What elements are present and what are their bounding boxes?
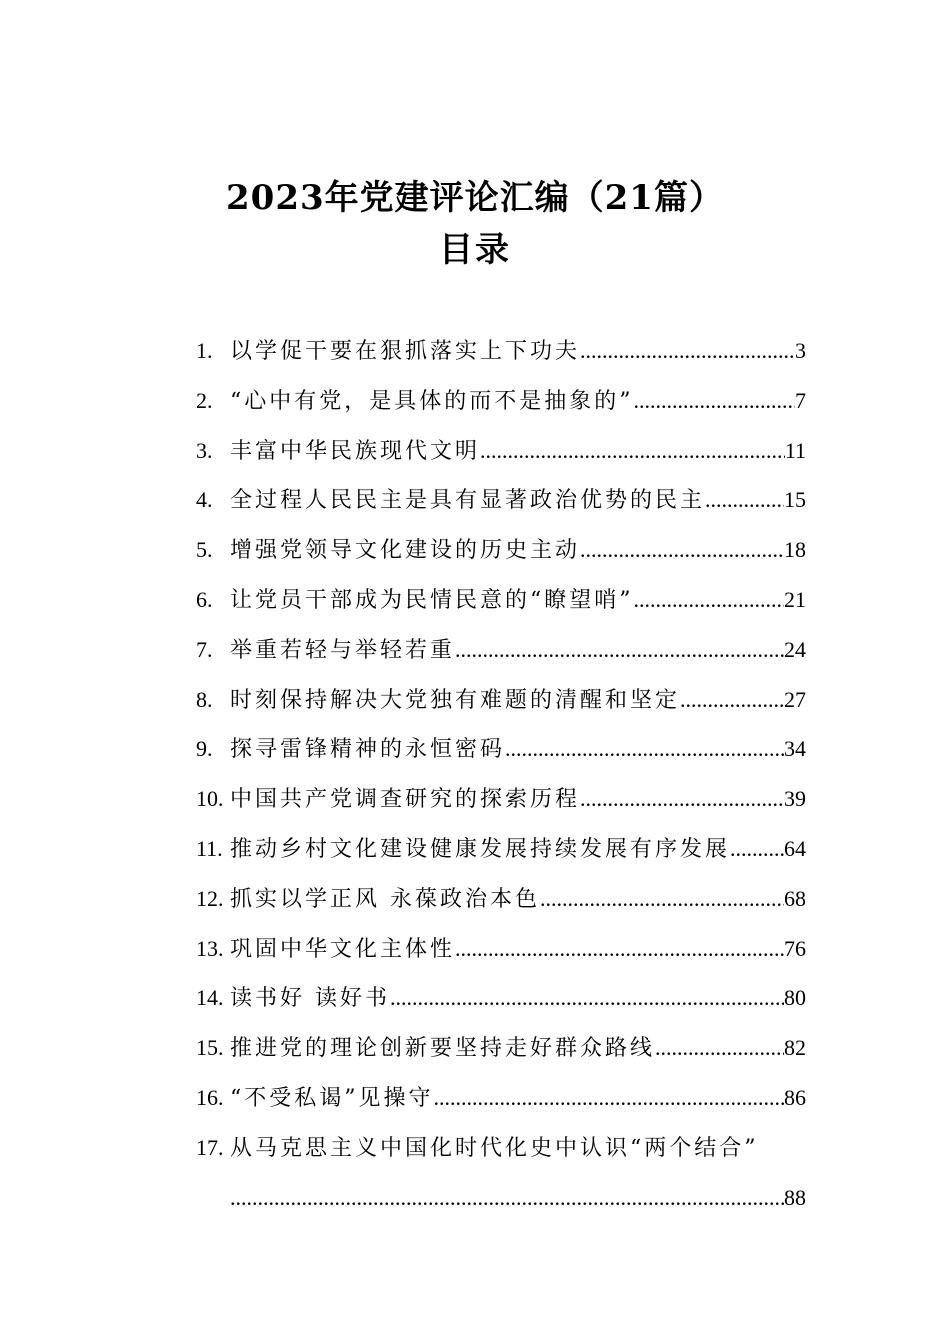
toc-entry-9[interactable] — [196, 724, 806, 774]
toc-entry-number: 16. — [196, 1084, 224, 1110]
toc-entry-6[interactable] — [196, 575, 806, 625]
toc-entry-title: 增强党领导文化建设的历史主动 — [230, 538, 581, 564]
toc-entry-page: 86 — [784, 1084, 806, 1110]
toc-entry-12[interactable] — [196, 874, 806, 924]
toc-leader-dots — [580, 525, 784, 575]
toc-entry-title: 举重若轻与举轻若重 — [230, 637, 456, 663]
toc-entry-14[interactable] — [196, 973, 806, 1023]
toc-entry-17[interactable] — [196, 1123, 806, 1173]
toc-leader-dots — [455, 924, 784, 974]
toc-entry-title: 巩固中华文化主体性 — [230, 936, 456, 962]
toc-entry-page: 11 — [784, 437, 806, 463]
toc-leader-dots — [540, 874, 784, 924]
toc-entry-11[interactable] — [196, 824, 806, 874]
toc-entry-title: 中国共产党调查研究的探索历程 — [230, 787, 581, 813]
toc-entry-4[interactable] — [196, 475, 806, 525]
toc-entry-16[interactable] — [196, 1073, 806, 1123]
toc-entry-number: 9. — [196, 736, 213, 762]
toc-entry-10[interactable] — [196, 774, 806, 824]
toc-entry-number: 15. — [196, 1035, 224, 1061]
toc-leader-dots — [390, 973, 784, 1023]
title-block — [0, 172, 950, 276]
toc-entry-title: 推动乡村文化建设健康发展持续发展有序发展 — [230, 836, 731, 862]
toc-entry-page: 64 — [784, 835, 806, 861]
toc-leader-dots — [730, 824, 784, 874]
toc-entry-number: 6. — [196, 586, 213, 612]
toc-entry-number: 17. — [196, 1134, 224, 1160]
toc-entry-8[interactable] — [196, 675, 806, 725]
toc-entry-title: 探寻雷锋精神的永恒密码 — [230, 737, 506, 763]
toc-leader-dots — [680, 675, 784, 725]
table-of-contents — [196, 326, 806, 1222]
toc-entry-title: 丰富中华民族现代文明 — [230, 438, 481, 464]
toc-entry-number: 1. — [196, 338, 213, 363]
toc-leader-dots — [580, 326, 795, 376]
toc-entry-number: 12. — [196, 885, 224, 911]
toc-entry-title: 以学促干要在狠抓落实上下功夫 — [230, 339, 581, 364]
toc-entry-title: 读书好 读好书 — [230, 986, 390, 1012]
toc-entry-17-continuation[interactable] — [196, 1173, 806, 1223]
toc-entry-number: 3. — [196, 437, 213, 463]
toc-entry-2[interactable] — [196, 376, 806, 426]
toc-entry-number: 11. — [196, 835, 223, 861]
toc-entry-title: 抓实以学正风 永葆政治本色 — [230, 886, 540, 912]
toc-entry-title: 时刻保持解决大党独有难题的清醒和坚定 — [230, 687, 681, 713]
toc-entry-7[interactable] — [196, 625, 806, 675]
toc-entry-number: 14. — [196, 985, 224, 1011]
toc-entry-page: 15 — [784, 487, 806, 513]
toc-entry-page: 34 — [784, 736, 806, 762]
toc-entry-page: 21 — [784, 586, 806, 612]
toc-entry-title: 推进党的理论创新要坚持走好群众路线 — [230, 1036, 656, 1062]
toc-leader-dots — [634, 575, 785, 625]
toc-entry-number: 4. — [196, 487, 213, 513]
toc-entry-page: 24 — [784, 636, 806, 662]
toc-entry-title: “心中有党，是具体的而不是抽象的” — [230, 388, 634, 414]
toc-entry-title: 让党员干部成为民情民意的“瞭望哨” — [230, 587, 634, 613]
document-subtitle: 目录 — [439, 230, 511, 270]
toc-entry-3[interactable] — [196, 426, 806, 476]
toc-entry-page: 82 — [784, 1035, 806, 1061]
toc-entry-page: 3 — [795, 338, 806, 363]
toc-entry-page: 18 — [784, 537, 806, 563]
toc-leader-dots — [505, 724, 784, 774]
toc-entry-page: 27 — [784, 686, 806, 712]
toc-entry-page: 80 — [784, 985, 806, 1011]
toc-entry-title: 全过程人民民主是具有显著政治优势的民主 — [230, 488, 706, 514]
toc-entry-page: 88 — [784, 1184, 806, 1210]
toc-entry-page: 76 — [784, 935, 806, 961]
toc-entry-number: 13. — [196, 935, 224, 961]
toc-leader-dots — [705, 475, 784, 525]
toc-leader-dots — [480, 426, 785, 476]
toc-entry-13[interactable] — [196, 924, 806, 974]
toc-entry-page: 7 — [795, 387, 806, 413]
toc-entry-15[interactable] — [196, 1023, 806, 1073]
toc-leader-dots — [655, 1023, 784, 1073]
document-title: 2023年党建评论汇编（21篇） — [226, 178, 724, 218]
toc-entry-5[interactable] — [196, 525, 806, 575]
toc-entry-number: 7. — [196, 636, 213, 662]
toc-entry-title: 从马克思主义中国化时代化史中认识“两个结合” — [230, 1135, 759, 1161]
toc-entry-page: 68 — [784, 885, 806, 911]
toc-entry-number: 10. — [196, 786, 224, 812]
toc-entry-page: 39 — [784, 786, 806, 812]
toc-entry-number: 2. — [196, 387, 213, 413]
toc-leader-dots — [580, 774, 784, 824]
toc-leader-dots — [455, 625, 784, 675]
toc-entry-title: “不受私谒”见操守 — [230, 1085, 434, 1111]
toc-leader-dots — [434, 1073, 785, 1123]
toc-leader-dots — [634, 376, 796, 426]
toc-entry-number: 5. — [196, 537, 213, 563]
toc-entry-number: 8. — [196, 686, 213, 712]
toc-leader-dots — [230, 1173, 784, 1223]
toc-entry-1[interactable] — [196, 326, 806, 376]
